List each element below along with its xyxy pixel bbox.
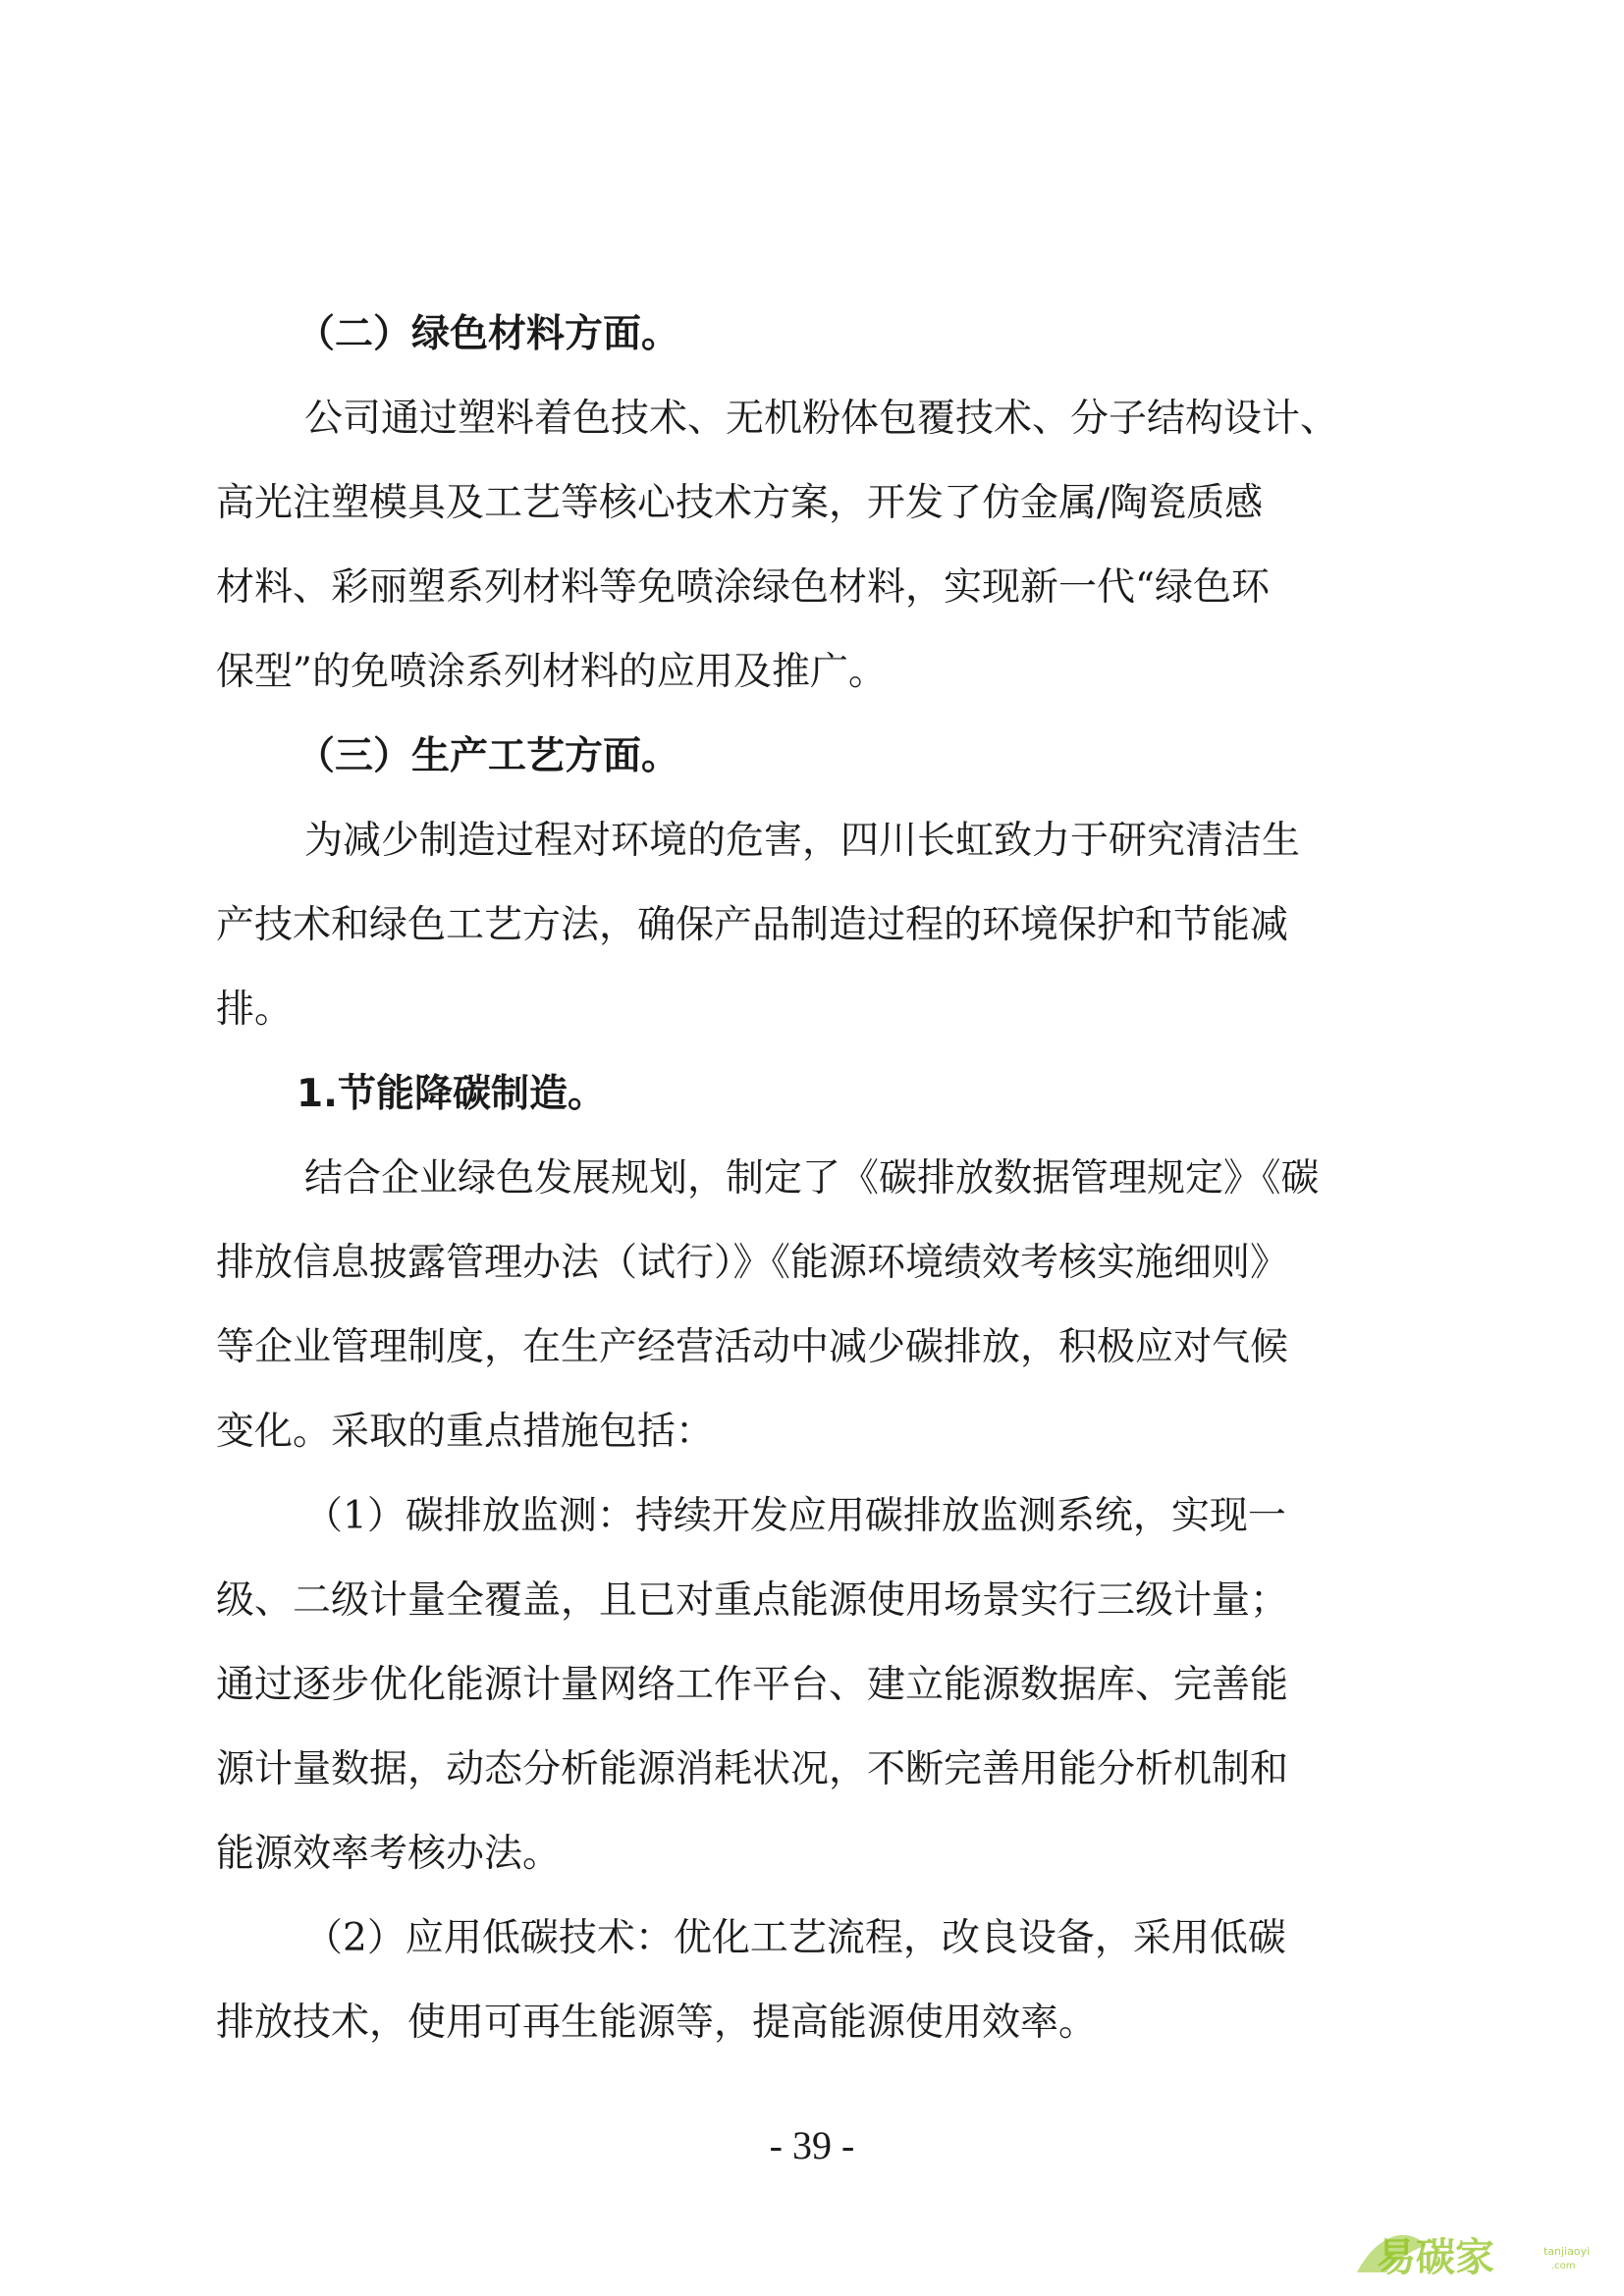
paragraph-line: 源计量数据，动态分析能源消耗状况，不断完善用能分析机制和 [216,1747,1289,1791]
paragraph-production-process [216,799,1424,1052]
svg-text:.com: .com [1551,2261,1576,2271]
tanjiaoyi-logo-icon [1347,2216,1602,2284]
paragraph-energy-saving [216,1137,1424,1474]
paragraph-line: 高光注塑模具及工艺等核心技术方案，开发了仿金属/陶瓷质感 [216,481,1264,525]
svg-text:tanjiaoyi: tanjiaoyi [1543,2245,1591,2258]
paragraph-line: 通过逐步优化能源计量网络工作平台、建立能源数据库、完善能 [216,1663,1289,1707]
paragraph-line: 排放信息披露管理办法（试行）》《能源环境绩效考核实施细则》 [216,1241,1289,1285]
paragraph-measure-carbon-monitoring [216,1474,1424,1896]
watermark-logo [1347,2216,1602,2284]
paragraph-line: 保型”的免喷涂系列材料的应用及推广。 [216,650,887,694]
paragraph-line: （2）应用低碳技术：优化工艺流程，改良设备，采用低碳 [304,1916,1286,1960]
paragraph-line: 公司通过塑料着色技术、无机粉体包覆技术、分子结构设计、 [304,397,1339,441]
paragraph-line: 能源效率考核办法。 [216,1832,562,1876]
paragraph-line: 材料、彩丽塑系列材料等免喷涂绿色材料，实现新一代“绿色环 [216,565,1270,610]
section-heading-green-materials: （二）绿色材料方面。 [297,312,680,356]
paragraph-line: 级、二级计量全覆盖，且已对重点能源使用场景实行三级计量； [216,1578,1289,1623]
paragraph-line: 等企业管理制度，在生产经营活动中减少碳排放，积极应对气候 [216,1325,1289,1369]
paragraph-line: 排。 [216,988,294,1032]
paragraph-line: 产技术和绿色工艺方法，确保产品制造过程的环境保护和节能减 [216,903,1289,947]
paragraph-green-materials [216,377,1424,715]
page-number: - 39 - [769,2123,855,2167]
page-content [216,293,1424,2065]
section-heading-production-process: （三）生产工艺方面。 [297,734,680,778]
paragraph-line: 为减少制造过程对环境的危害，四川长虹致力于研究清洁生 [304,819,1301,863]
paragraph-measure-low-carbon-tech [216,1896,1424,2065]
svg-text:易碳家: 易碳家 [1377,2235,1494,2280]
section-heading-energy-saving: 1.节能降碳制造。 [297,1072,606,1116]
paragraph-line: 排放技术，使用可再生能源等，提高能源使用效率。 [216,2001,1098,2045]
paragraph-line: （1）碳排放监测：持续开发应用碳排放监测系统，实现一 [304,1494,1286,1538]
paragraph-line: 结合企业绿色发展规划，制定了《碳排放数据管理规定》《碳 [304,1156,1320,1201]
paragraph-line: 变化。采取的重点措施包括： [216,1410,715,1454]
